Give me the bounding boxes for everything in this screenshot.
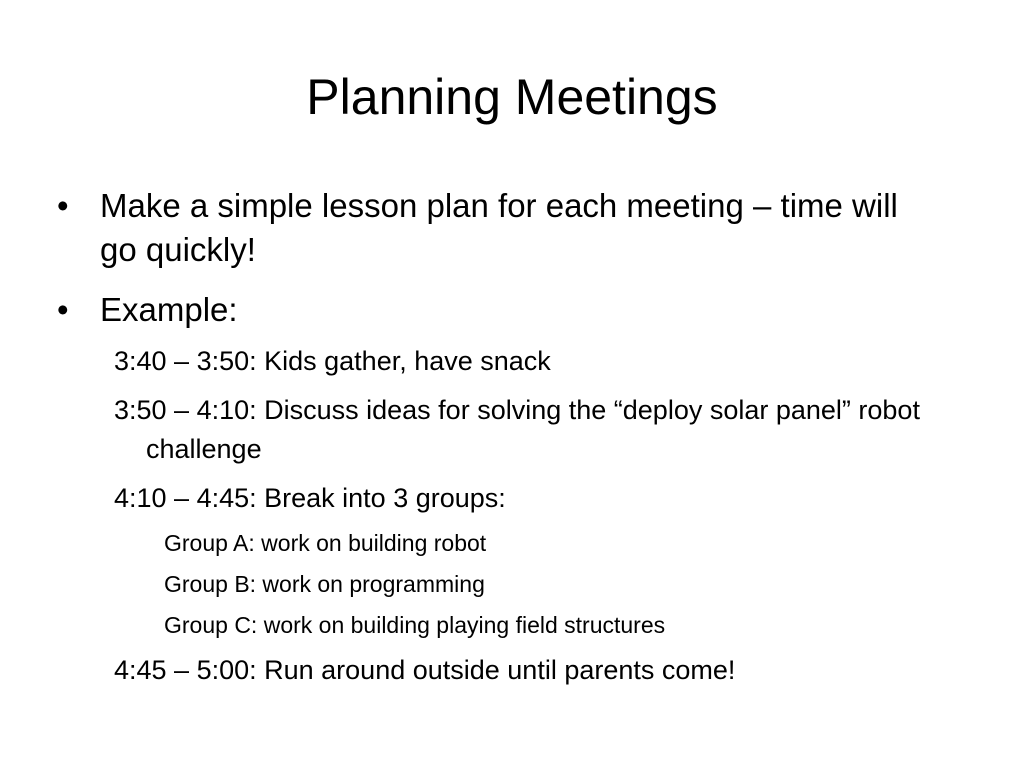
bullet-item — [57, 184, 940, 272]
group-item: Group C: work on building playing field structures — [164, 612, 666, 638]
bullet-item — [57, 288, 940, 332]
slide-title: Planning Meetings — [306, 69, 718, 125]
bullet-text: Make a simple lesson plan for each meeting – time will go quickly! — [100, 187, 898, 268]
schedule-item: 4:10 – 4:45: Break into 3 groups: — [114, 483, 506, 513]
group-item: Group A: work on building robot — [164, 530, 487, 556]
bullet-text: Example: — [100, 291, 238, 328]
group-item: Group B: work on programming — [164, 571, 485, 597]
bullet-icon: • — [57, 187, 69, 224]
bullet-icon: • — [57, 291, 69, 328]
schedule-item: 3:40 – 3:50: Kids gather, have snack — [114, 346, 551, 376]
schedule-item: 4:45 – 5:00: Run around outside until parents come! — [114, 655, 736, 685]
schedule-item: 3:50 – 4:10: Discuss ideas for solving the “deploy solar panel” robot challenge — [114, 395, 920, 464]
